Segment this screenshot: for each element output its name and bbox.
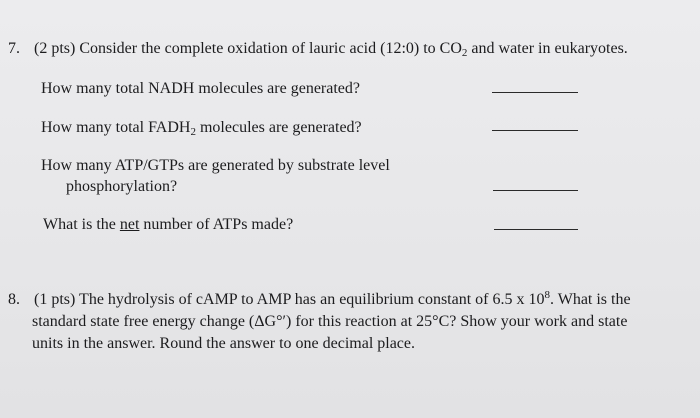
q7-fadh-text-pre: How many total FADH: [41, 119, 191, 136]
q7-atp-text-line2: phosphorylation?: [66, 178, 178, 195]
q8-line3: [32, 335, 415, 353]
q7-stem: [8, 40, 628, 59]
q8-line1-superscript: 8: [544, 289, 550, 301]
q8-points: (1 pts): [34, 291, 76, 308]
q7-net-atp-answer-blank[interactable]: [494, 229, 578, 230]
q8-number: 8.: [8, 291, 20, 308]
q8-line1: [8, 291, 631, 309]
q7-atp-answer-blank[interactable]: [493, 190, 578, 191]
q7-net-text-pre: What is the: [43, 216, 120, 233]
q7-stem-text-pre: Consider the complete oxidation of lauric acid (12:0) to CO: [79, 40, 462, 57]
q7-stem-subscript: 2: [461, 47, 468, 59]
q7-nadh-answer-blank[interactable]: [492, 92, 578, 93]
q7-fadh-question: [41, 119, 362, 138]
q7-atp-question-line2: [66, 178, 177, 196]
q7-stem-text-post: and water in eukaryotes.: [467, 40, 628, 57]
q7-fadh-answer-blank[interactable]: [492, 130, 578, 131]
q7-net-atp-question: [43, 216, 293, 234]
q8-line2: [32, 313, 627, 331]
q7-atp-question-line1: [41, 157, 390, 175]
q8-line2-text: standard state free energy change (ΔG°′) for this reaction at 25°C? Show your work and state: [32, 313, 628, 330]
q7-atp-text-line1: How many ATP/GTPs are generated by substrate level: [41, 157, 390, 174]
q7-net-underlined-word: net: [119, 216, 140, 233]
q7-points: (2 pts): [34, 40, 76, 57]
q7-nadh-text: How many total NADH molecules are generated?: [41, 80, 360, 97]
q7-net-text-post: number of ATPs made?: [139, 216, 294, 233]
q7-fadh-subscript: 2: [190, 126, 196, 138]
q7-nadh-question: [41, 80, 360, 98]
q8-line1-text-post: . What is the: [550, 291, 631, 308]
q7-number: 7.: [8, 40, 20, 57]
q8-line1-text-pre: The hydrolysis of cAMP to AMP has an equilibrium constant of 6.5 x 10: [79, 291, 545, 308]
q7-fadh-text-post: molecules are generated?: [195, 119, 362, 136]
q8-line3-text: units in the answer. Round the answer to one decimal place.: [32, 335, 416, 352]
